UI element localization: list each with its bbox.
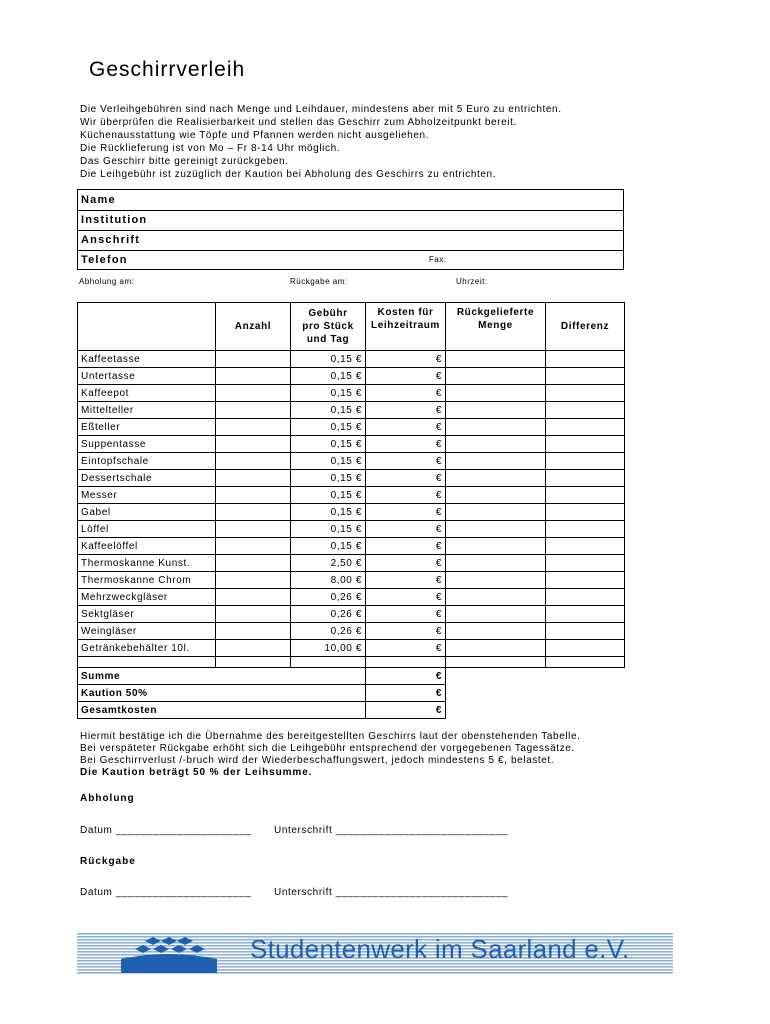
item-name: Eintopfschale — [78, 453, 216, 470]
anzahl-cell[interactable] — [216, 453, 291, 470]
rueckgeliefert-cell[interactable] — [446, 470, 546, 487]
institution-field[interactable] — [78, 210, 623, 231]
kosten-cell[interactable]: € — [366, 385, 446, 402]
rueckgeliefert-cell[interactable] — [446, 385, 546, 402]
fee-cell: 0,15 € — [291, 402, 366, 419]
abholung-date-label: Abholung am: — [79, 277, 135, 286]
header-rueckgeliefert — [446, 303, 546, 351]
rueckgeliefert-cell[interactable] — [446, 589, 546, 606]
header-rueck-line: Menge — [478, 320, 513, 331]
item-name: Messer — [78, 487, 216, 504]
differenz-cell[interactable] — [546, 402, 625, 419]
rueckgeliefert-cell[interactable] — [446, 368, 546, 385]
kosten-cell[interactable]: € — [366, 623, 446, 640]
anzahl-cell[interactable] — [216, 521, 291, 538]
anzahl-cell[interactable] — [216, 623, 291, 640]
anzahl-cell[interactable] — [216, 419, 291, 436]
anzahl-cell[interactable] — [216, 555, 291, 572]
total-row — [78, 685, 625, 702]
fee-cell: 0,15 € — [291, 521, 366, 538]
intro-line: Wir überprüfen die Realisierbarkeit und stellen das Geschirr zum Abholzeitpunkt bereit. — [80, 117, 517, 128]
table-row — [78, 453, 625, 470]
intro-line: Das Geschirr bitte gereinigt zurückgeben. — [80, 156, 289, 167]
total-value-cell[interactable]: € — [366, 702, 446, 719]
fee-cell: 0,15 € — [291, 487, 366, 504]
spacer-cell — [291, 657, 366, 668]
anzahl-cell[interactable] — [216, 640, 291, 657]
rueckgeliefert-cell[interactable] — [446, 521, 546, 538]
kosten-cell[interactable]: € — [366, 436, 446, 453]
rueckgeliefert-cell[interactable] — [446, 572, 546, 589]
header-item — [78, 303, 216, 351]
intro-text — [80, 103, 562, 181]
abholung-heading: Abholung — [80, 793, 135, 804]
page-title: Geschirrverleih — [89, 58, 246, 81]
terms-text — [80, 731, 581, 779]
item-name: Mehrzweckgläser — [78, 589, 216, 606]
differenz-cell[interactable] — [546, 623, 625, 640]
terms-line: Hiermit bestätige ich die Übernahme des bereitgestellten Geschirrs laut der obenstehenden Tabelle. — [80, 731, 581, 742]
item-name: Thermoskanne Kunst. — [78, 555, 216, 572]
differenz-cell[interactable] — [546, 470, 625, 487]
table-row — [78, 521, 625, 538]
item-name: Kaffeelöffel — [78, 538, 216, 555]
total-label: Kaution 50% — [78, 685, 366, 702]
fee-cell: 0,26 € — [291, 606, 366, 623]
terms-line: Bei Geschirrverlust /-bruch wird der Wiederbeschaffungswert, jedoch mindestens 5 €, belastet. — [80, 755, 555, 766]
kosten-cell[interactable]: € — [366, 453, 446, 470]
anschrift-field[interactable] — [78, 230, 623, 251]
spacer-cell — [216, 657, 291, 668]
item-name: Gabel — [78, 504, 216, 521]
anzahl-cell[interactable] — [216, 470, 291, 487]
differenz-cell[interactable] — [546, 589, 625, 606]
table-row — [78, 436, 625, 453]
item-name: Eßteller — [78, 419, 216, 436]
anschrift-label: Anschrift — [81, 234, 141, 246]
kosten-cell[interactable]: € — [366, 402, 446, 419]
anzahl-cell[interactable] — [216, 368, 291, 385]
rueckgeliefert-cell[interactable] — [446, 504, 546, 521]
differenz-cell[interactable] — [546, 640, 625, 657]
rueckgeliefert-cell[interactable] — [446, 487, 546, 504]
anzahl-cell[interactable] — [216, 606, 291, 623]
total-value-cell[interactable]: € — [366, 668, 446, 685]
fee-cell: 0,15 € — [291, 453, 366, 470]
kosten-cell[interactable]: € — [366, 606, 446, 623]
kosten-cell[interactable]: € — [366, 504, 446, 521]
rueckgeliefert-cell[interactable] — [446, 436, 546, 453]
table-row — [78, 368, 625, 385]
differenz-cell[interactable] — [546, 419, 625, 436]
fee-cell: 0,26 € — [291, 623, 366, 640]
rueckgabe-date-label: Rückgabe am: — [290, 277, 348, 286]
table-row — [78, 402, 625, 419]
table-row — [78, 623, 625, 640]
table-row — [78, 504, 625, 521]
kosten-cell[interactable]: € — [366, 351, 446, 368]
anzahl-cell[interactable] — [216, 572, 291, 589]
spacer-cell — [546, 657, 625, 668]
fee-cell: 0,15 € — [291, 351, 366, 368]
kosten-cell[interactable]: € — [366, 589, 446, 606]
differenz-cell[interactable] — [546, 453, 625, 470]
table-row — [78, 555, 625, 572]
item-name: Getränkebehälter 10l. — [78, 640, 216, 657]
telefon-field[interactable] — [78, 250, 623, 270]
item-name: Untertasse — [78, 368, 216, 385]
header-gebuehr — [291, 303, 366, 351]
anzahl-cell[interactable] — [216, 538, 291, 555]
header-kosten-line: Kosten für — [377, 307, 434, 318]
table-row — [78, 470, 625, 487]
table-spacer-row — [78, 657, 625, 668]
total-value-cell[interactable]: € — [366, 685, 446, 702]
rueckgeliefert-cell[interactable] — [446, 606, 546, 623]
terms-line: Bei verspäteter Rückgabe erhöht sich die Leihgebühr entsprechend der vorgegebenen Tagessätze. — [80, 743, 575, 754]
differenz-cell[interactable] — [546, 436, 625, 453]
total-label: Gesamtkosten — [78, 702, 366, 719]
item-name: Kaffeepot — [78, 385, 216, 402]
header-anzahl: Anzahl — [216, 303, 291, 351]
table-row — [78, 589, 625, 606]
intro-line: Die Verleihgebühren sind nach Menge und Leihdauer, mindestens aber mit 5 Euro zu entrichten. — [80, 104, 562, 115]
telefon-label: Telefon — [81, 254, 128, 266]
logo-text: Studentenwerk im Saarland e.V. — [250, 934, 630, 964]
uhrzeit-label: Uhrzeit: — [456, 277, 488, 286]
kosten-cell[interactable]: € — [366, 640, 446, 657]
table-row — [78, 538, 625, 555]
differenz-cell[interactable] — [546, 555, 625, 572]
abholung-signature-field[interactable]: Unterschrift ____________________________ — [274, 825, 509, 836]
kosten-cell[interactable]: € — [366, 521, 446, 538]
name-label: Name — [81, 194, 116, 206]
item-name: Sektgläser — [78, 606, 216, 623]
total-row — [78, 668, 625, 685]
fee-cell: 2,50 € — [291, 555, 366, 572]
fee-cell: 0,15 € — [291, 538, 366, 555]
differenz-cell[interactable] — [546, 351, 625, 368]
kosten-cell[interactable]: € — [366, 368, 446, 385]
rueckgeliefert-cell[interactable] — [446, 538, 546, 555]
rueckgeliefert-cell[interactable] — [446, 623, 546, 640]
fax-label: Fax: — [429, 255, 447, 264]
differenz-cell[interactable] — [546, 368, 625, 385]
header-gebuehr-line: Gebühr — [308, 308, 348, 319]
institution-label: Institution — [81, 214, 148, 226]
table-header-row — [78, 303, 625, 351]
rueckgabe-signature-field[interactable]: Unterschrift ____________________________ — [274, 887, 509, 898]
anzahl-cell[interactable] — [216, 487, 291, 504]
item-name: Kaffeetasse — [78, 351, 216, 368]
rueckgeliefert-cell[interactable] — [446, 402, 546, 419]
total-label: Summe — [78, 668, 366, 685]
kosten-cell[interactable]: € — [366, 572, 446, 589]
kosten-cell[interactable]: € — [366, 470, 446, 487]
fee-cell: 8,00 € — [291, 572, 366, 589]
rueckgeliefert-cell[interactable] — [446, 419, 546, 436]
anzahl-cell[interactable] — [216, 589, 291, 606]
fee-cell: 0,26 € — [291, 589, 366, 606]
anzahl-cell[interactable] — [216, 436, 291, 453]
rental-table — [77, 302, 625, 719]
rueckgabe-heading: Rückgabe — [80, 856, 136, 867]
table-row — [78, 487, 625, 504]
differenz-cell[interactable] — [546, 487, 625, 504]
kosten-cell[interactable]: € — [366, 538, 446, 555]
table-row — [78, 385, 625, 402]
fee-cell: 0,15 € — [291, 436, 366, 453]
differenz-cell[interactable] — [546, 606, 625, 623]
header-differenz: Differenz — [546, 303, 625, 351]
table-row — [78, 640, 625, 657]
anzahl-cell[interactable] — [216, 504, 291, 521]
spacer-cell — [446, 657, 546, 668]
differenz-cell[interactable] — [546, 521, 625, 538]
item-name: Löffel — [78, 521, 216, 538]
fee-cell: 0,15 € — [291, 419, 366, 436]
abholung-datum-field[interactable]: Datum ______________________ — [80, 825, 252, 836]
item-name: Thermoskanne Chrom — [78, 572, 216, 589]
differenz-cell[interactable] — [546, 504, 625, 521]
rueckgeliefert-cell[interactable] — [446, 640, 546, 657]
header-kosten-line: Leihzeitraum — [371, 320, 440, 331]
rueckgabe-datum-field[interactable]: Datum ______________________ — [80, 887, 252, 898]
anzahl-cell[interactable] — [216, 402, 291, 419]
header-gebuehr-line: pro Stück — [302, 321, 354, 332]
item-name: Mittelteller — [78, 402, 216, 419]
differenz-cell[interactable] — [546, 538, 625, 555]
fee-cell: 0,15 € — [291, 470, 366, 487]
intro-line: Die Rücklieferung ist von Mo – Fr 8-14 Uhr möglich. — [80, 143, 341, 154]
anzahl-cell[interactable] — [216, 385, 291, 402]
total-row — [78, 702, 625, 719]
header-kosten — [366, 303, 446, 351]
item-name: Dessertschale — [78, 470, 216, 487]
kosten-cell[interactable]: € — [366, 487, 446, 504]
fee-cell: 0,15 € — [291, 368, 366, 385]
table-row — [78, 606, 625, 623]
kosten-cell[interactable]: € — [366, 419, 446, 436]
anzahl-cell[interactable] — [216, 351, 291, 368]
intro-line: Küchenausstattung wie Töpfe und Pfannen werden nicht ausgeliehen. — [80, 130, 430, 141]
differenz-cell[interactable] — [546, 572, 625, 589]
customer-info-box — [77, 189, 624, 270]
rueckgeliefert-cell[interactable] — [446, 453, 546, 470]
kosten-cell[interactable]: € — [366, 555, 446, 572]
fee-cell: 0,15 € — [291, 504, 366, 521]
item-name: Suppentasse — [78, 436, 216, 453]
spacer-cell — [366, 657, 446, 668]
name-field[interactable] — [78, 190, 623, 211]
rueckgeliefert-cell[interactable] — [446, 351, 546, 368]
fee-cell: 0,15 € — [291, 385, 366, 402]
table-row — [78, 351, 625, 368]
table-row — [78, 419, 625, 436]
header-gebuehr-line: und Tag — [306, 334, 350, 345]
rueckgeliefert-cell[interactable] — [446, 555, 546, 572]
spacer-cell — [78, 657, 216, 668]
fee-cell: 10,00 € — [291, 640, 366, 657]
intro-line: Die Leihgebühr ist zuzüglich der Kaution bei Abholung des Geschirrs zu entrichten. — [80, 169, 497, 180]
differenz-cell[interactable] — [546, 385, 625, 402]
table-row — [78, 572, 625, 589]
header-rueck-line: Rückgelieferte — [456, 307, 535, 318]
item-name: Weingläser — [78, 623, 216, 640]
kaution-note: Die Kaution beträgt 50 % der Leihsumme. — [80, 767, 313, 778]
